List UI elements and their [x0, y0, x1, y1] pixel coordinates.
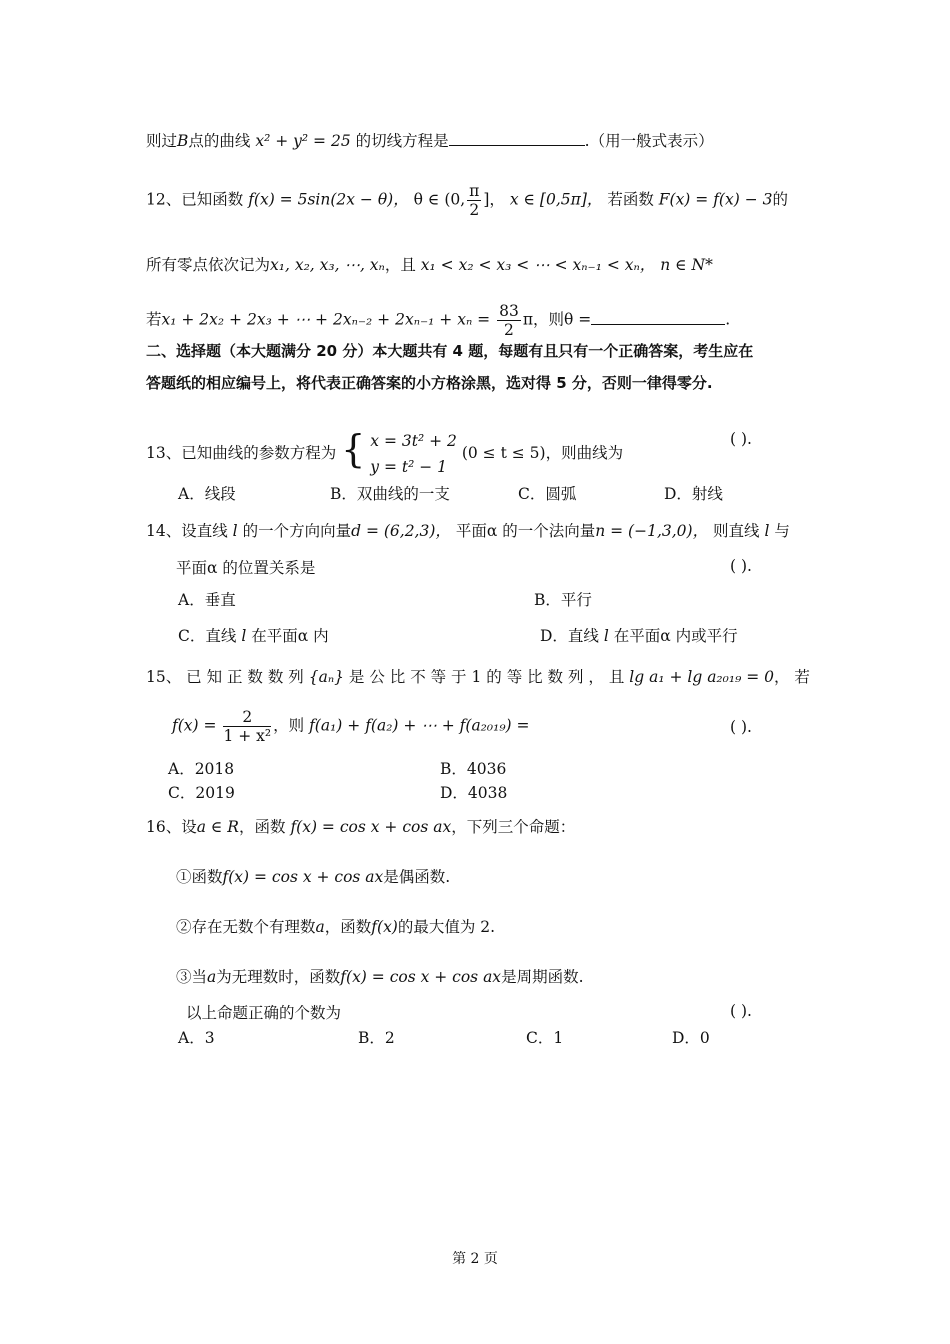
- answer-blank[interactable]: [591, 310, 725, 325]
- q12-F-function: F(x) = f(x) − 3: [658, 190, 773, 209]
- q16-ask: 以上命题正确的个数为: [186, 1004, 342, 1022]
- q11-tail: [146, 130, 714, 152]
- question-number: 12、: [146, 190, 182, 209]
- q12-text: 若函数: [607, 190, 654, 209]
- section-heading: 二、选择题（本大题满分 20 分）本大题共有 4 题，每题有且只有一个正确答案，考生应在: [146, 342, 754, 360]
- option-c[interactable]: C．1: [526, 1029, 564, 1047]
- f-def: f(x) =: [172, 716, 217, 735]
- option-d[interactable]: D．0: [672, 1029, 710, 1047]
- q11-equation: x² + y² = 25: [255, 132, 351, 150]
- q13-text: ，则曲线为: [545, 444, 624, 462]
- q11-text: 则过: [146, 132, 178, 150]
- proposition-1: [176, 866, 450, 888]
- answer-paren[interactable]: ( ).: [730, 430, 752, 448]
- var-a: a: [315, 918, 325, 936]
- q12-sum: x₁ + 2x₂ + 2x₃ + ⋯ + 2xₙ₋₂ + 2xₙ₋₁ + xₙ =: [161, 310, 491, 329]
- q12-function: f(x) = 5sin(2x − θ)，: [248, 190, 409, 209]
- option-b[interactable]: B．平行: [534, 591, 592, 609]
- q14-text: 与: [774, 522, 790, 540]
- q14-line1: [146, 520, 790, 542]
- q12-x-range: x ∈ [0,5π]，: [509, 190, 603, 209]
- q15-line1: [146, 666, 810, 688]
- f-ref: f(x): [371, 918, 398, 936]
- q13-range: (0 ≤ t ≤ 5): [461, 444, 546, 462]
- option-a[interactable]: A．3: [178, 1029, 215, 1047]
- page-footer: 第 2 页: [452, 1251, 498, 1267]
- q11-text: 的切线方程是: [355, 132, 449, 150]
- q12-theta-range: ]，: [483, 190, 505, 209]
- option-d[interactable]: D．射线: [664, 485, 723, 503]
- prop-text: 是偶函数.: [383, 868, 451, 886]
- q16-text: ，函数: [238, 818, 286, 836]
- q14-text: 则直线: [713, 522, 760, 540]
- q12-text: ，则θ =: [533, 310, 592, 329]
- answer-paren[interactable]: ( ).: [730, 1002, 752, 1020]
- param-equations: {: [341, 427, 366, 471]
- q12-text: .: [725, 310, 731, 329]
- q16-text: ，下列三个命题：: [451, 818, 576, 836]
- answer-paren[interactable]: ( ).: [730, 557, 752, 575]
- line-l: l: [764, 522, 770, 540]
- frac-83-2: $\frac{83}{2}$: [499, 302, 519, 339]
- sequence-a: {aₙ}: [308, 668, 344, 686]
- q13-stem: [146, 428, 623, 480]
- f-def: f(x) = cos x + cos ax: [222, 868, 384, 886]
- option-text: C．直线: [178, 627, 237, 645]
- option-b[interactable]: B．2: [358, 1029, 395, 1047]
- option-d[interactable]: D．4038: [440, 784, 508, 802]
- line-l: l: [241, 627, 247, 645]
- q12-n-set: ， n ∈ N*: [639, 256, 713, 274]
- answer-blank[interactable]: [449, 131, 585, 146]
- pi-over-2: $\frac{\pi}{2}$: [469, 182, 480, 219]
- f-def: f(x) = cos x + cos ax: [340, 968, 502, 986]
- q15-text: ， 若: [774, 668, 810, 686]
- proposition-2: [176, 916, 495, 938]
- option-text: 在平面α 内或平行: [613, 627, 738, 645]
- option-c[interactable]: C．圆弧: [518, 485, 577, 503]
- sum-expr: f(a₁) + f(a₂) + ⋯ + f(a₂₀₁₉) =: [309, 716, 530, 735]
- vector-n: n = (−1,3,0)，: [595, 522, 709, 540]
- q12-line1: [146, 182, 788, 219]
- option-d[interactable]: [540, 624, 738, 646]
- prop-text: 为无理数时，函数: [216, 968, 341, 986]
- q15-text: 是 公 比 不 等 于 1 的 等 比 数 列 ， 且: [348, 668, 625, 686]
- var-a: a: [207, 968, 217, 986]
- q12-order: x₁ < x₂ < x₃ < ⋯ < xₙ₋₁ < xₙ: [420, 256, 640, 274]
- q16-text: 16、设: [146, 818, 197, 836]
- line-l: l: [603, 627, 609, 645]
- option-text: D．直线: [540, 627, 599, 645]
- prop-text: 是周期函数.: [501, 968, 584, 986]
- option-c[interactable]: [178, 624, 329, 646]
- f-def: f(x) = cos x + cos ax: [290, 818, 452, 836]
- q15-text: 15、 已 知 正 数 数 列: [146, 668, 304, 686]
- q11-point: B: [177, 132, 189, 150]
- q12-text: 的: [772, 190, 788, 209]
- q12-text: ，且: [384, 256, 416, 274]
- prop-text: ③当: [176, 968, 208, 986]
- q15-text: ，则: [273, 716, 305, 735]
- q12-line3: [146, 302, 730, 339]
- q11-text: 点的曲线: [188, 132, 251, 150]
- param-system: [370, 428, 457, 480]
- q16-line1: [146, 816, 575, 838]
- q11-text: .（用一般式表示）: [584, 132, 714, 150]
- equation-y: y = t² − 1: [370, 458, 448, 476]
- fraction: $\frac{2}{\text{1 + x²}}$: [223, 708, 272, 745]
- a-in-R: a ∈ R: [196, 818, 239, 836]
- prop-text: ，函数: [324, 918, 372, 936]
- q12-theta-range: θ ∈ (0,: [413, 190, 466, 209]
- q12-text: 已知函数: [181, 190, 244, 209]
- q12-zeros: x₁, x₂, x₃, ⋯, xₙ: [270, 256, 385, 274]
- q13-text: 13、已知曲线的参数方程为: [146, 444, 337, 462]
- prop-text: ②存在无数个有理数: [176, 918, 316, 936]
- log-condition: lg a₁ + lg a₂₀₁₉ = 0: [629, 668, 774, 686]
- q14-text: 14、设直线: [146, 522, 228, 540]
- q14-line2: 平面α 的位置关系是: [176, 559, 316, 577]
- option-b[interactable]: B．双曲线的一支: [330, 485, 450, 503]
- option-text: 在平面α 内: [251, 627, 329, 645]
- q14-text: 平面α 的一个法向量: [455, 522, 596, 540]
- vector-d: d = (6,2,3)，: [351, 522, 451, 540]
- option-a[interactable]: A．2018: [168, 760, 235, 778]
- q14-text: 的一个方向向量: [242, 522, 352, 540]
- section-heading: 答题纸的相应编号上，将代表正确答案的小方格涂黑，选对得 5 分，否则一律得零分.: [146, 374, 713, 392]
- option-a[interactable]: A．垂直: [178, 591, 236, 609]
- option-b[interactable]: B．4036: [440, 760, 507, 778]
- answer-paren[interactable]: ( ).: [730, 718, 752, 736]
- prop-text: ①函数: [176, 868, 223, 886]
- q15-line2: [172, 708, 530, 745]
- q12-text: 所有零点依次记为: [146, 256, 271, 274]
- pi-symbol: π: [522, 310, 534, 329]
- equation-x: x = 3t² + 2: [370, 432, 457, 450]
- q12-text: 若: [146, 310, 162, 329]
- q12-line2: [146, 254, 713, 276]
- option-c[interactable]: C．2019: [168, 784, 235, 802]
- proposition-3: [176, 966, 584, 988]
- option-a[interactable]: A．线段: [178, 485, 236, 503]
- line-l: l: [232, 522, 238, 540]
- prop-text: 的最大值为 2.: [397, 918, 496, 936]
